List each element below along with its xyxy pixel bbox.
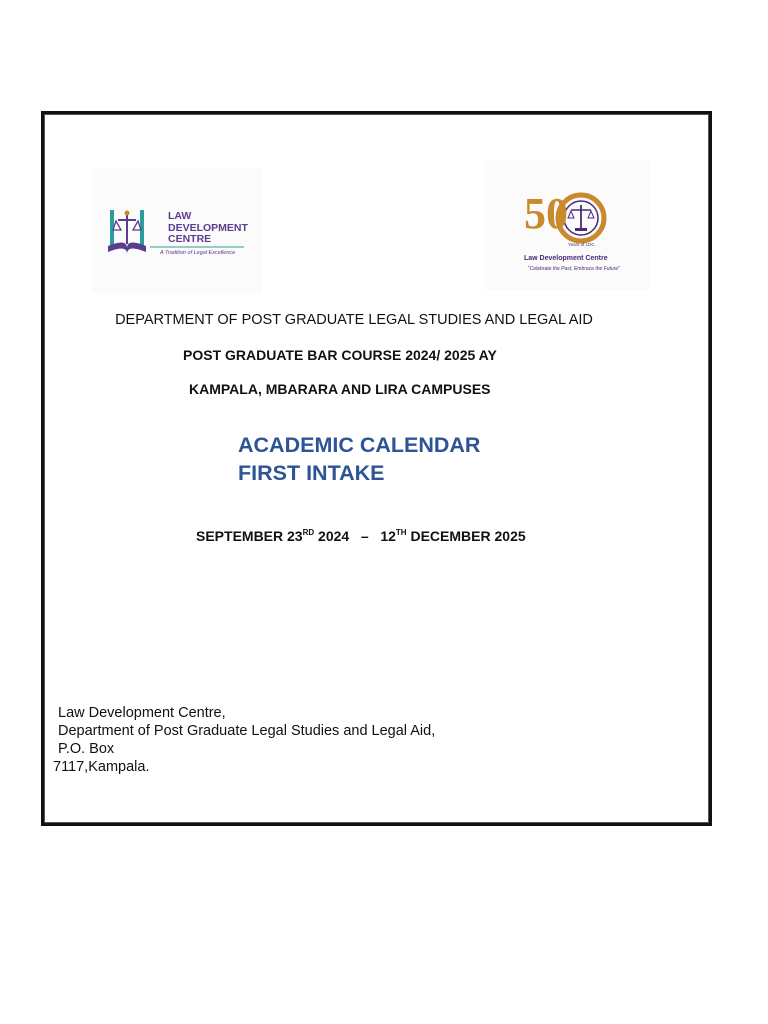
- start-date-year: 2024: [314, 528, 350, 544]
- end-date-day: 12: [380, 528, 396, 544]
- end-date-rest: DECEMBER 2025: [406, 528, 526, 544]
- logo-left-tagline: A Tradition of Legal Excellence: [160, 250, 236, 256]
- address-line3: P.O. Box: [58, 741, 115, 757]
- address-line4: 7117,Kampala.: [53, 759, 150, 775]
- department-heading: [0, 312, 768, 328]
- course-heading: POST GRADUATE BAR COURSE 2024/ 2025 AY: [183, 347, 497, 363]
- address-line1: Law Development Centre,: [58, 705, 226, 721]
- department-text: DEPARTMENT OF POST GRADUATE LEGAL STUDIES AND LEGAL AID: [115, 312, 593, 328]
- date-dash: –: [360, 528, 369, 544]
- logo-right-numeral: 50: [524, 189, 568, 238]
- campuses-heading: KAMPALA, MBARARA AND LIRA CAMPUSES: [189, 381, 491, 397]
- logo-right-name: Law Development Centre: [524, 255, 608, 262]
- end-date-suffix: TH: [395, 528, 407, 537]
- start-date-prefix: SEPTEMBER 23: [196, 528, 303, 544]
- start-date-suffix: RD: [302, 528, 315, 537]
- ldc-logo-left: [92, 168, 262, 293]
- title-line1: ACADEMIC CALENDAR: [238, 433, 481, 457]
- calendar-title: [238, 431, 480, 487]
- address-line2: Department of Post Graduate Legal Studies and Legal Aid,: [58, 723, 436, 739]
- logo-left-line3: CENTRE: [168, 233, 212, 245]
- title-line2: FIRST INTAKE: [238, 461, 385, 485]
- logo-right-motto: "Celebrate the Past, Embrace the Future": [528, 266, 620, 272]
- logo-left-line1: LAW: [168, 210, 192, 222]
- logo-right-years: Years of LDC: [568, 242, 595, 247]
- ldc-50-years-logo: [484, 160, 649, 290]
- calendar-date-range: [196, 528, 526, 544]
- logo-left-line2: DEVELOPMENT: [168, 221, 248, 234]
